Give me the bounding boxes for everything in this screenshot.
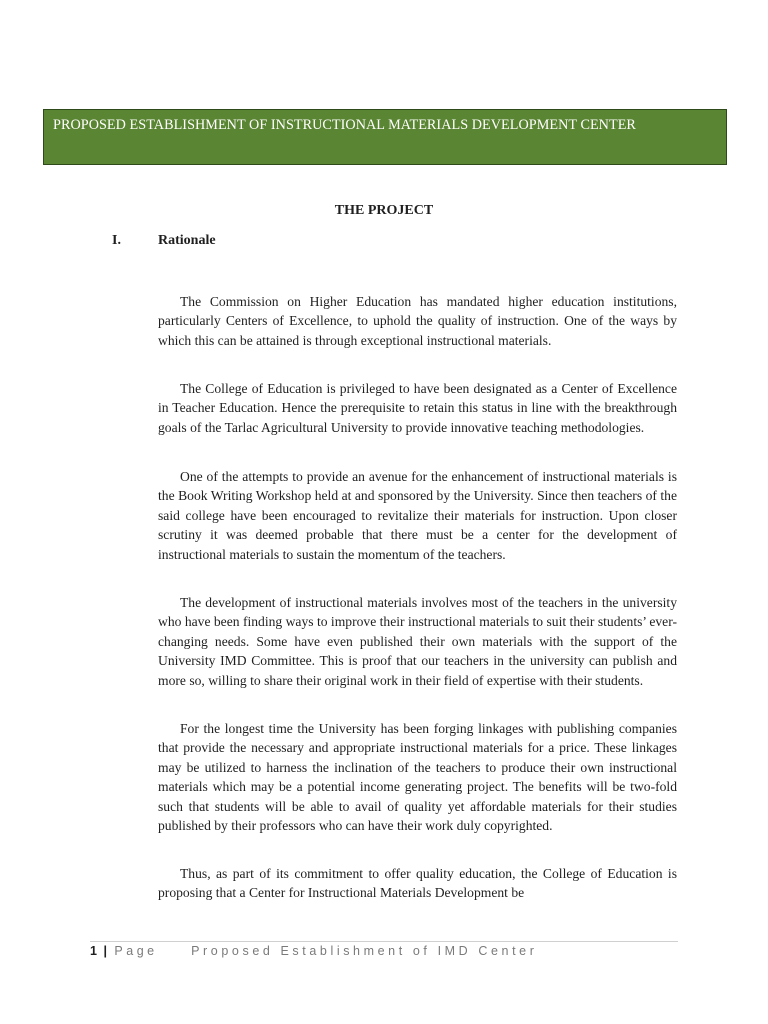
footer-separator: |	[103, 944, 107, 958]
section-number: I.	[112, 233, 121, 248]
paragraph: For the longest time the University has been forging linkages with publishing companies that provide the necessary and appropriate instructional materials for a price. These linkages may be utilized to harness the inclination of the teachers to produce their own instructional materials which may be a potential income generating project. The benefits will be two-fold such that students will be able to avail of quality yet affordable materials for their studies published by their professors who can have their work duly copyrighted.	[158, 721, 677, 834]
page-footer	[90, 944, 537, 958]
section-title: Rationale	[158, 233, 216, 248]
paragraph: The development of instructional materials involves most of the teachers in the university who have been finding ways to improve their instructional materials to suit their students’ ever-changing needs. Some have even published their own materials with the support of the University IMD Committee. This is proof that our teachers in the university can publish and more so, willing to share their original work in their field of expertise with their students.	[158, 595, 677, 688]
footer-divider	[90, 941, 678, 942]
page-label: Page	[114, 944, 158, 958]
paragraph: The Commission on Higher Education has mandated higher education institutions, particularly Centers of Excellence, to uphold the quality of instruction. One of the ways by which this can be attained is through exceptional instructional materials.	[158, 294, 677, 348]
title-banner	[43, 109, 727, 165]
section-heading: THE PROJECT	[334, 203, 434, 218]
footer-title: Proposed Establishment of IMD Center	[191, 944, 538, 958]
paragraph: One of the attempts to provide an avenue for the enhancement of instructional materials is the Book Writing Workshop held at and sponsored by the University. Since then teachers of the said college have been encouraged to revitalize their materials for instruction. Upon closer scrutiny it was deemed probable that there must be a center for the development of instructional materials to sustain the momentum of the teachers.	[158, 469, 677, 562]
page-number: 1	[90, 944, 97, 958]
paragraph: The College of Education is privileged to have been designated as a Center of Excellence in Teacher Education. Hence the prerequisite to retain this status in line with the breakthrough goals of the Tarlac Agricultural University to provide innovative teaching methodologies.	[158, 381, 677, 435]
banner-title: PROPOSED ESTABLISHMENT OF INSTRUCTIONAL MATERIALS DEVELOPMENT CENTER	[53, 117, 636, 133]
paragraph: Thus, as part of its commitment to offer quality education, the College of Education is proposing that a Center for Instructional Materials Development be	[158, 866, 677, 901]
